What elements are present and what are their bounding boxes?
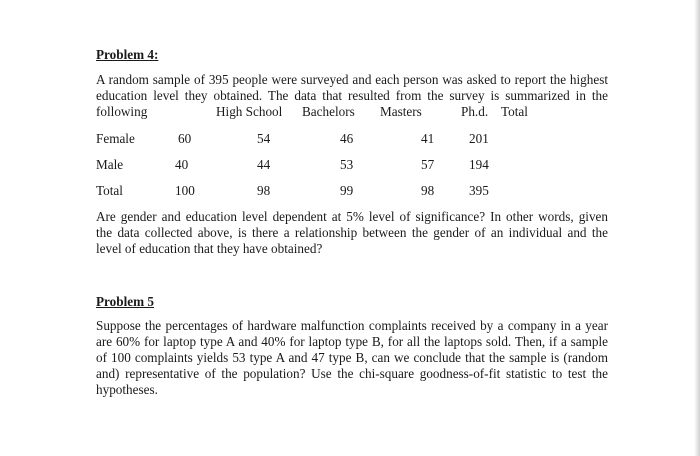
problem5-body-line: are 60% for laptop type A and 40% for laptop type B, for all the laptops sold. Then, if a sample	[96, 334, 608, 349]
column-header-total: Total	[501, 104, 528, 119]
table-cell: 194	[469, 157, 489, 172]
problem5-body-line: Suppose the percentages of hardware malfunction complaints received by a company in a year	[96, 318, 608, 333]
table-cell: 41	[421, 131, 435, 146]
page-edge-shadow	[694, 0, 700, 456]
problem4-intro-line: education level they obtained. The data that resulted from the survey is summarized in the	[96, 88, 608, 103]
table-cell: 53	[340, 157, 354, 172]
column-header-high-school: High School	[216, 104, 283, 119]
problem5-body-line: of 100 complaints yields 53 type A and 47 type B, can we conclude that the sample is (random	[96, 350, 608, 365]
problem5-body-line: and) representative of the population? Use the chi-square goodness-of-fit statistic to test the	[96, 366, 608, 381]
problem5-body	[96, 318, 608, 398]
problem4-question-line: level of education that they have obtained?	[96, 241, 323, 256]
row-label: Male	[96, 157, 124, 172]
table-cell: 44	[257, 157, 271, 172]
table-cell: 46	[340, 131, 354, 146]
problem4-heading: Problem 4:	[96, 47, 159, 62]
table-cell: 99	[340, 183, 354, 198]
table-cell: 395	[469, 183, 489, 198]
table-cell: 100	[175, 183, 195, 198]
problem5-body-line: hypotheses.	[96, 382, 158, 397]
problem5-heading: Problem 5	[96, 294, 154, 309]
table-cell: 98	[421, 183, 435, 198]
table-cell: 60	[178, 131, 192, 146]
problem4-question-line: the data collected above, is there a relationship between the gender of an individual and the	[96, 225, 608, 240]
column-header-phd: Ph.d.	[461, 104, 489, 119]
column-header-masters: Masters	[380, 104, 422, 119]
table-cell: 54	[257, 131, 271, 146]
table-cell: 57	[421, 157, 435, 172]
table-cell: 98	[257, 183, 271, 198]
row-label: Total	[96, 183, 123, 198]
problem4-intro-line: A random sample of 395 people were surveyed and each person was asked to report the highest	[96, 72, 608, 87]
table-cell: 40	[175, 157, 189, 172]
column-header-bachelors: Bachelors	[302, 104, 355, 119]
problem4-question-line: Are gender and education level dependent at 5% level of significance? In other words, given	[96, 209, 608, 224]
problem4-question	[96, 209, 608, 257]
table-cell: 201	[469, 131, 489, 146]
problem4-intro-line: following	[96, 104, 148, 119]
row-label: Female	[96, 131, 135, 146]
